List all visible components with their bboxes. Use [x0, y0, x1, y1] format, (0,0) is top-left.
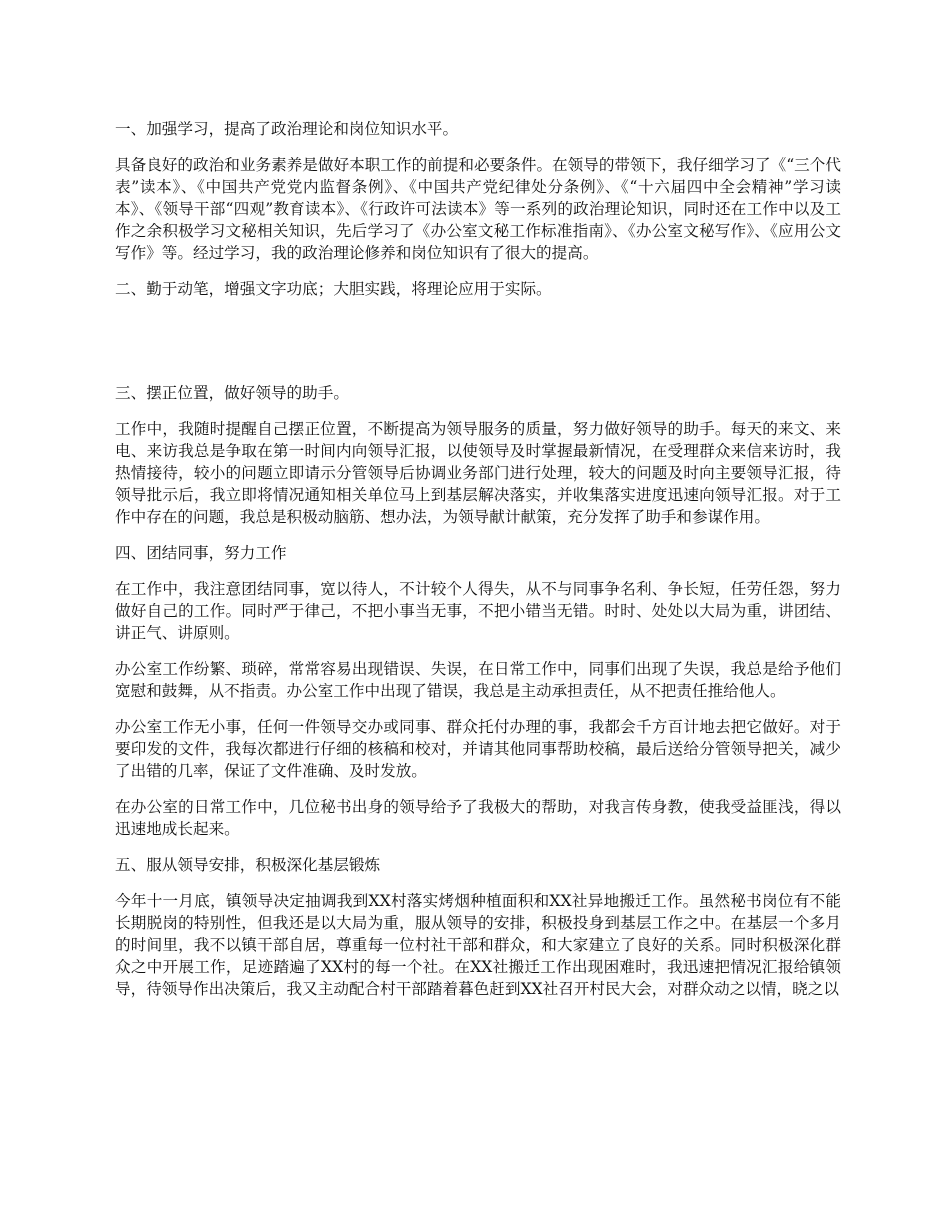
paragraph-unity: 在工作中，我注意团结同事，宽以待人，不计较个人得失，从不与同事争名利、争长短，任劳任怨，努力做好自己的工作。同时严于律己，不把小事当无事，不把小错当无错。时时、处处以大局为重，讲团结、讲正气、讲原则。: [115, 580, 841, 642]
document-page: [115, 118, 841, 1014]
section-heading-3: 三、摆正位置，做好领导的助手。: [115, 384, 349, 402]
paragraph-grassroots: 今年十一月底，镇领导决定抽调我到XX村落实烤烟种植面积和XX社异地搬迁工作。虽然秘书岗位有不能长期脱岗的特别性，但我还是以大局为重，服从领导的安排，积极投身到基层工作之中。在基层一个多月的时间里，我不以镇干部自居，尊重每一位村社干部和群众，和大家建立了良好的关系。同时积极深化群众之中开展工作，足迹踏遍了XX村的每一个社。在XX社搬迁工作出现困难时，我迅速把情况汇报给镇领导，待领导作出决策后，我又主动配合村干部踏着暮色赶到XX社召开村民大会，对群众动之以情，晓之以: [115, 892, 842, 998]
section-heading-2: 二、勤于动笔，增强文字功底；大胆实践，将理论应用于实际。: [115, 280, 552, 298]
section-heading-4: 四、团结同事，努力工作: [115, 544, 287, 562]
section-heading-5: 五、服从领导安排，积极深化基层锻炼: [115, 856, 381, 874]
paragraph-assistant: 工作中，我随时提醒自己摆正位置，不断提高为领导服务的质量，努力做好领导的助手。每天的来文、来电、来访我总是争取在第一时间内向领导汇报，以使领导及时掌握最新情况，在受理群众来信来访时，我热情接待，较小的问题立即请示分管领导后协调业务部门进行处理，较大的问题及时向主要领导汇报，待领导批示后，我立即将情况通知相关单位马上到基层解决落实，并收集落实进度迅速向领导汇报。对于工作中存在的问题，我总是积极动脑筋、想办法，为领导献计献策，充分发挥了助手和参谋作用。: [115, 420, 841, 526]
paragraph-study: 具备良好的政治和业务素养是做好本职工作的前提和必要条件。在领导的带领下，我仔细学习了《“三个代表”读本》、《中国共产党党内监督条例》、《中国共产党纪律处分条例》、《“十六届四中全会精神”学习读本》、《领导干部“四观”教育读本》、《行政许可法读本》等一系列的政治理论知识，同时还在工作中以及工作之余积极学习文秘相关知识，先后学习了《办公室文秘工作标准指南》、《办公室文秘写作》、《应用公文写作》等。经过学习，我的政治理论修养和岗位知识有了很大的提高。: [115, 156, 841, 262]
paragraph-mentors: 在办公室的日常工作中，几位秘书出身的领导给予了我极大的帮助，对我言传身教，使我受益匪浅，得以迅速地成长起来。: [115, 798, 841, 838]
paragraph-office-tasks: 办公室工作无小事，任何一件领导交办或同事、群众托付办理的事，我都会千方百计地去把它做好。对于要印发的文件，我每次都进行仔细的核稿和校对，并请其他同事帮助校稿，最后送给分管领导把关，减少了出错的几率，保证了文件准确、及时发放。: [115, 718, 841, 780]
section-heading-1: 一、加强学习，提高了政治理论和岗位知识水平。: [115, 120, 459, 138]
paragraph-office-errors: 办公室工作纷繁、琐碎，常常容易出现错误、失误，在日常工作中，同事们出现了失误，我总是给予他们宽慰和鼓舞，从不指责。办公室工作中出现了错误，我总是主动承担责任，从不把责任推给他人。: [115, 660, 841, 700]
